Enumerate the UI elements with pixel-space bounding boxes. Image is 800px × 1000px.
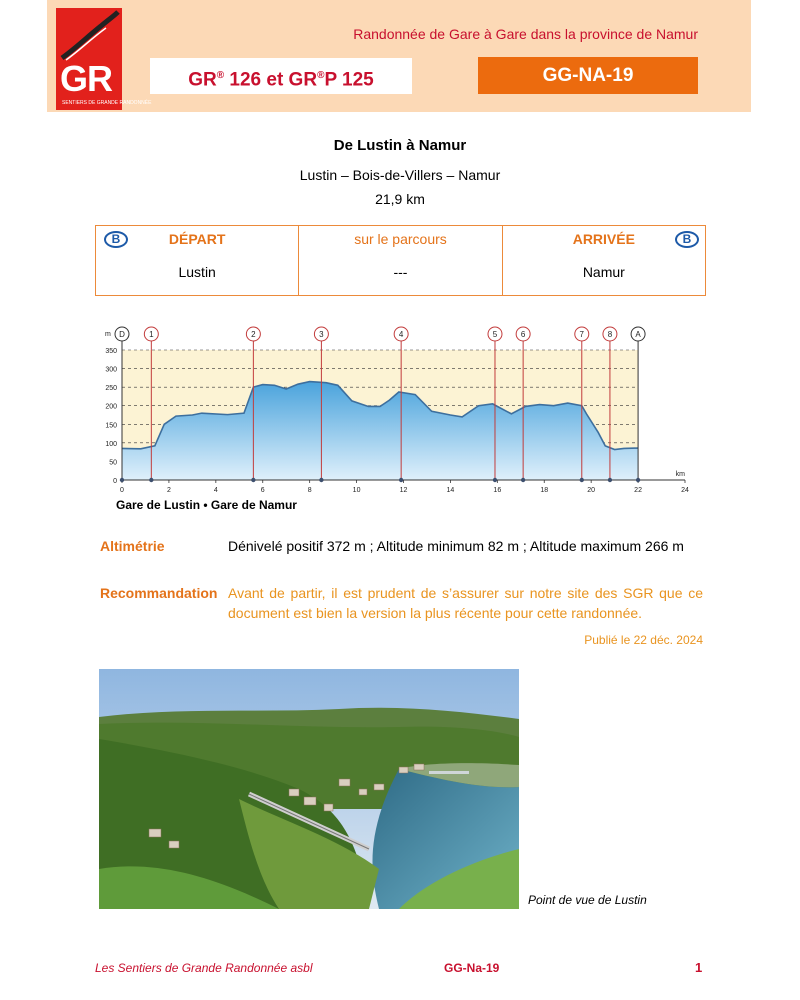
recommendation-text: Avant de partir, il est prudent de s’assurer sur notre site des SGR que ce document est bien la version la plus récente pour cette randonnée. bbox=[228, 585, 703, 621]
route-table bbox=[95, 225, 706, 296]
altimetry-label: Altimétrie bbox=[100, 538, 165, 554]
x-tick-label: 24 bbox=[681, 487, 689, 494]
departure-value: Lustin bbox=[178, 264, 216, 280]
x-tick-label: 14 bbox=[446, 487, 455, 494]
x-tick-label: 12 bbox=[399, 487, 408, 494]
y-tick-label: 300 bbox=[105, 366, 117, 374]
x-tick-label: 18 bbox=[540, 487, 549, 494]
x-unit-label: km bbox=[675, 471, 685, 478]
published-date: Publié le 22 déc. 2024 bbox=[584, 633, 703, 647]
footer-organization: Les Sentiers de Grande Randonnée asbl bbox=[95, 961, 313, 975]
y-tick-label: 250 bbox=[105, 385, 117, 393]
y-tick-label: 50 bbox=[109, 459, 117, 467]
marker-label: 2 bbox=[251, 330, 256, 339]
arrival-cell bbox=[503, 226, 705, 295]
en-route-label: sur le parcours bbox=[354, 231, 447, 247]
routes-box bbox=[150, 58, 412, 94]
marker-label: 3 bbox=[319, 330, 324, 339]
reg-mark-1: ® bbox=[216, 70, 225, 81]
arrival-label: ARRIVÉE bbox=[572, 231, 635, 247]
en-route-cell bbox=[299, 226, 502, 295]
x-tick-label: 4 bbox=[213, 487, 218, 494]
marker-dot bbox=[493, 478, 497, 482]
marker-label: 7 bbox=[579, 330, 585, 339]
logo-text: GR bbox=[60, 58, 112, 99]
legend-separator: • bbox=[203, 498, 208, 512]
route-via: Lustin – Bois-de-Villers – Namur bbox=[299, 167, 501, 183]
marker-dot bbox=[580, 478, 584, 482]
marker-label: 6 bbox=[520, 330, 526, 339]
x-tick-label: 20 bbox=[587, 487, 596, 494]
header-banner bbox=[47, 0, 751, 112]
reg-mark-2: ® bbox=[317, 70, 325, 81]
arrival-value: Namur bbox=[582, 264, 625, 280]
y-tick-label: 100 bbox=[105, 440, 117, 448]
logo-subtext: SENTIERS DE GRANDE RANDONNÉE bbox=[62, 100, 152, 106]
marker-label: A bbox=[635, 330, 641, 339]
x-tick-label: 6 bbox=[260, 487, 265, 494]
x-tick-label: 2 bbox=[166, 487, 171, 494]
x-tick-label: 8 bbox=[307, 487, 312, 494]
train-icon: B bbox=[675, 231, 699, 248]
route-code-box: GG-NA-19 bbox=[478, 57, 698, 94]
route-distance: 21,9 km bbox=[375, 191, 425, 207]
photo-caption: Point de vue de Lustin bbox=[528, 893, 647, 907]
marker-dot bbox=[319, 478, 323, 482]
x-tick-label: 0 bbox=[120, 487, 124, 494]
x-tick-label: 10 bbox=[352, 487, 361, 494]
departure-cell bbox=[96, 226, 299, 295]
marker-label: 4 bbox=[398, 330, 404, 339]
station-end: Gare de Namur bbox=[210, 498, 297, 512]
stations-legend bbox=[116, 498, 297, 512]
y-tick-label: 150 bbox=[105, 422, 117, 430]
marker-label: 5 bbox=[492, 330, 498, 339]
marker-label: 1 bbox=[149, 330, 154, 339]
y-tick-label: 0 bbox=[113, 478, 117, 485]
routes-prefix: GR bbox=[188, 69, 217, 91]
train-icon: B bbox=[104, 231, 128, 248]
marker-label: D bbox=[119, 330, 125, 339]
gr-logo bbox=[56, 8, 152, 110]
station-start: Gare de Lustin bbox=[116, 498, 201, 512]
y-tick-label: 350 bbox=[105, 348, 117, 355]
routes-mid: 126 et GR bbox=[224, 69, 318, 91]
page-title: De Lustin à Namur bbox=[333, 137, 467, 154]
en-route-value: --- bbox=[393, 264, 408, 280]
marker-dot bbox=[149, 478, 153, 482]
routes-suffix: P 125 bbox=[324, 69, 374, 91]
y-tick-label: 200 bbox=[105, 403, 117, 411]
footer-code: GG-Na-19 bbox=[444, 961, 500, 975]
x-tick-label: 22 bbox=[634, 487, 642, 494]
altimetry-text: Dénivelé positif 372 m ; Altitude minimum 82 m ; Altitude maximum 266 m bbox=[228, 538, 684, 554]
marker-dot bbox=[120, 478, 124, 482]
recommendation-label: Recommandation bbox=[100, 585, 218, 601]
page-number: 1 bbox=[695, 960, 703, 975]
x-tick-label: 16 bbox=[493, 487, 502, 494]
departure-label: DÉPART bbox=[168, 231, 226, 247]
marker-dot bbox=[521, 478, 525, 482]
header-subtitle: Randonnée de Gare à Gare dans la province de Namur bbox=[353, 26, 698, 42]
marker-dot bbox=[636, 478, 640, 482]
marker-dot bbox=[608, 478, 612, 482]
y-unit-label: m bbox=[105, 331, 111, 338]
marker-label: 8 bbox=[607, 330, 613, 339]
marker-dot bbox=[251, 478, 255, 482]
marker-dot bbox=[399, 478, 403, 482]
elevation-profile-chart bbox=[95, 320, 705, 495]
landscape-photo bbox=[99, 669, 519, 909]
river-valley-image bbox=[99, 669, 519, 909]
